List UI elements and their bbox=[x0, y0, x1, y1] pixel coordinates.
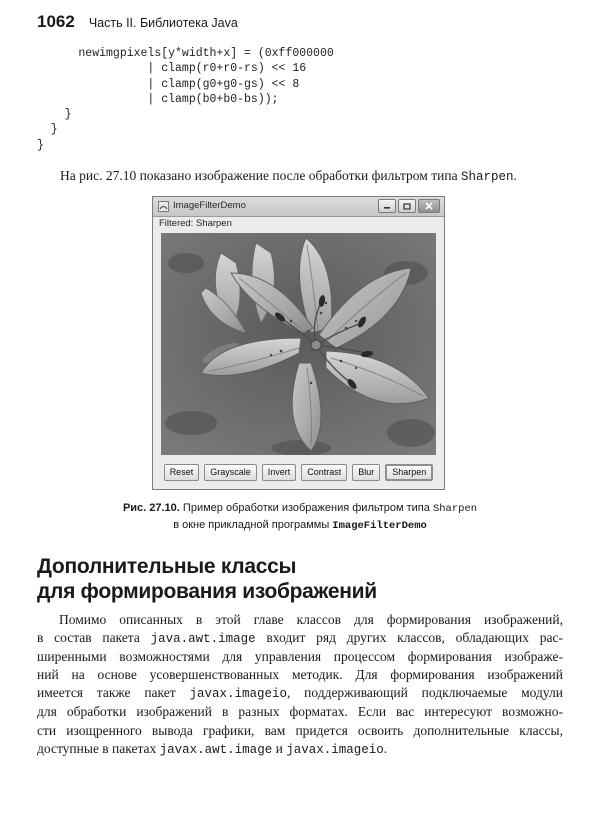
paragraph-line: ний на основе усовершенствованных методик. Для формирования изображений bbox=[37, 667, 563, 683]
close-button[interactable] bbox=[418, 199, 440, 213]
window-controls bbox=[378, 199, 440, 213]
code-line: } bbox=[37, 108, 72, 122]
code-line: | clamp(b0+b0-bs)); bbox=[37, 92, 279, 106]
section-title bbox=[37, 554, 377, 604]
filter-button-row bbox=[153, 464, 444, 484]
paragraph-line: доступные в пакетах javax.awt.image и javax.imageio. bbox=[37, 740, 388, 757]
intro-text-end: . bbox=[513, 168, 517, 183]
paragraph-line: для обработки изображений в разных форматах. Если вас интересуют возможно- bbox=[37, 704, 563, 720]
code-line: newimgpixels[y*width+x] = (0xff000000 bbox=[37, 47, 334, 60]
paragraph-line: ширенными возможностями для управления процессом формирования изображе- bbox=[37, 649, 563, 665]
section-title-line: Дополнительные классы bbox=[37, 555, 297, 578]
running-title: Часть II. Библиотека Java bbox=[88, 16, 238, 30]
paragraph-line: в состав пакета java.awt.image входит ряд других классов, обладающих рас- bbox=[37, 630, 563, 647]
window-title: ImageFilterDemo bbox=[173, 200, 246, 211]
code-listing bbox=[37, 46, 334, 153]
filter-status-label: Filtered: Sharpen bbox=[159, 218, 232, 229]
app-window bbox=[152, 196, 445, 490]
intro-paragraph bbox=[60, 167, 570, 186]
page-header bbox=[37, 12, 238, 36]
paragraph-line: имеется также пакет javax.imageio, поддерживающий подключаемые модули bbox=[37, 685, 563, 702]
java-app-icon bbox=[158, 201, 169, 212]
grayscale-button[interactable]: Grayscale bbox=[204, 464, 257, 481]
code-line: | clamp(g0+g0-gs) << 8 bbox=[37, 77, 300, 91]
minimize-icon bbox=[383, 203, 391, 209]
page-number: 1062 bbox=[37, 12, 75, 31]
code-line: | clamp(r0+r0-rs) << 16 bbox=[37, 62, 307, 76]
lily-flower-image bbox=[161, 233, 436, 455]
caption-text: Пример обработки изображения фильтром типа bbox=[179, 502, 433, 514]
filtered-image bbox=[161, 233, 436, 455]
paragraph-line: сти изощренного вывода графики, вам придется освоить дополнительные классы, bbox=[37, 722, 563, 738]
paragraph-line: Помимо описанных в этой главе классов для формирования изображений, bbox=[59, 612, 563, 627]
minimize-button[interactable] bbox=[378, 199, 396, 213]
close-icon bbox=[425, 202, 433, 210]
code-line: } bbox=[37, 138, 44, 152]
contrast-button[interactable]: Contrast bbox=[301, 464, 347, 481]
caption-code: ImageFilterDemo bbox=[332, 520, 427, 532]
maximize-icon bbox=[403, 203, 411, 210]
caption-code: Sharpen bbox=[432, 503, 478, 515]
maximize-button[interactable] bbox=[398, 199, 416, 213]
caption-lead: Рис. 27.10. bbox=[122, 502, 180, 514]
figure-caption bbox=[90, 500, 510, 534]
caption-text: в окне прикладной программы bbox=[173, 519, 333, 531]
section-title-line: для формирования изображений bbox=[37, 580, 377, 603]
invert-button[interactable]: Invert bbox=[262, 464, 297, 481]
blur-button[interactable]: Blur bbox=[352, 464, 380, 481]
intro-code: Sharpen bbox=[460, 170, 514, 184]
window-titlebar[interactable] bbox=[153, 197, 444, 217]
body-paragraph bbox=[37, 611, 563, 759]
code-line: } bbox=[37, 123, 58, 137]
sharpen-button[interactable]: Sharpen bbox=[385, 464, 433, 481]
reset-button[interactable]: Reset bbox=[164, 464, 200, 481]
intro-text: На рис. 27.10 показано изображение после обработки фильтром типа bbox=[60, 168, 461, 183]
